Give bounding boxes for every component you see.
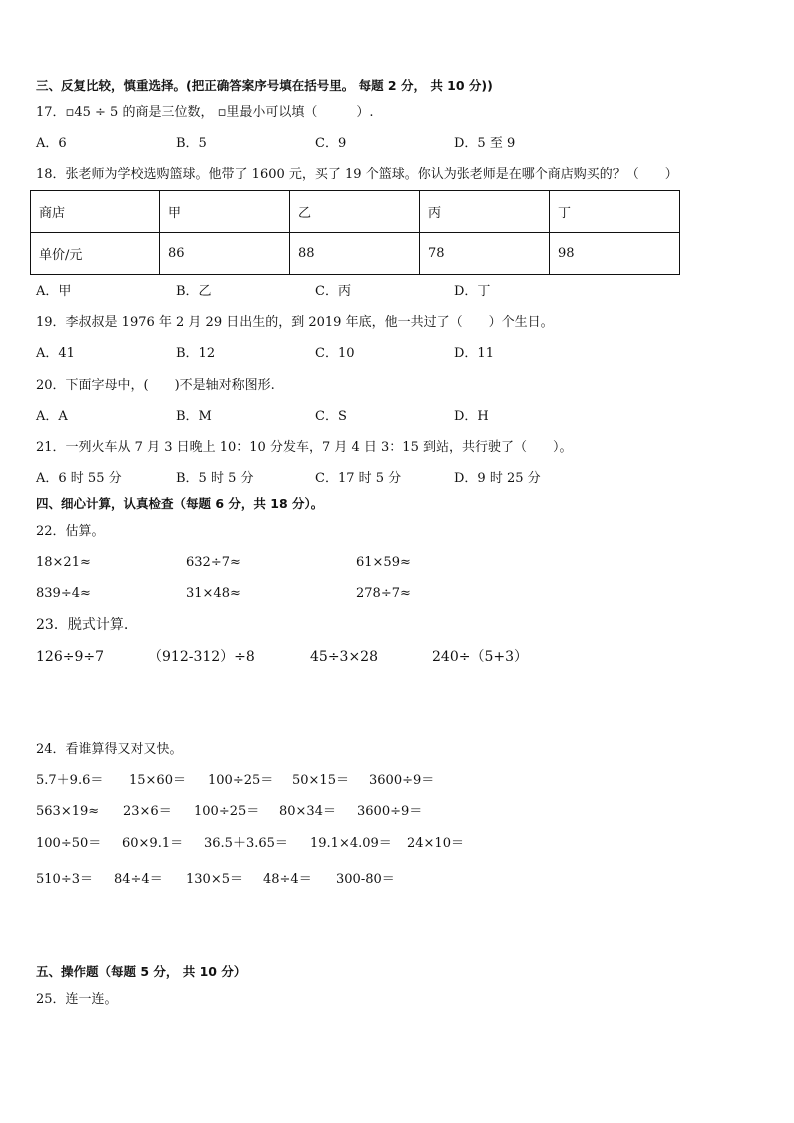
quick-calc-expr: 3600÷9＝ xyxy=(369,773,435,788)
quick-calc-expr: 48÷4＝ xyxy=(263,872,312,887)
section-4-header: 四、细心计算，认真检查（每题 6 分，共 18 分）。 xyxy=(36,496,324,511)
table-row xyxy=(31,191,680,233)
q20-option-c: C．S xyxy=(315,409,347,424)
q17-option-c: C．9 xyxy=(315,136,347,151)
q20-option-b: B．M xyxy=(176,409,212,424)
question-23-title: 23．脱式计算. xyxy=(36,617,129,633)
q17-option-b: B．5 xyxy=(176,136,207,151)
q19-option-a: A．41 xyxy=(36,346,75,361)
question-22-title: 22．估算。 xyxy=(36,524,105,539)
table-cell: 丁 xyxy=(550,191,680,233)
estimate-expr: 278÷7≈ xyxy=(356,586,411,601)
step-calc-expr: （912-312）÷8 xyxy=(148,649,255,665)
q19-option-d: D．11 xyxy=(454,346,494,361)
q18-option-c: C．丙 xyxy=(315,284,351,299)
q18-option-d: D．丁 xyxy=(454,284,491,299)
quick-calc-expr: 3600÷9＝ xyxy=(357,804,423,819)
question-19-text: 19．李叔叔是 1976 年 2 月 29 日出生的，到 2019 年底，他一共过了（ ）个生日。 xyxy=(36,315,554,330)
quick-calc-expr: 36.5＋3.65＝ xyxy=(204,836,288,851)
q21-option-d: D．9 时 25 分 xyxy=(454,471,541,486)
question-24-title: 24．看谁算得又对又快。 xyxy=(36,742,183,757)
shop-price-table xyxy=(30,190,680,275)
quick-calc-expr: 24×10＝ xyxy=(407,836,464,851)
quick-calc-expr: 19.1×4.09＝ xyxy=(310,836,392,851)
quick-calc-expr: 15×60＝ xyxy=(129,773,186,788)
quick-calc-expr: 300-80＝ xyxy=(336,872,395,887)
question-18-text: 18．张老师为学校选购篮球。他带了 1600 元，买了 19 个篮球。你认为张老师是在哪个商店购买的？（ ） xyxy=(36,167,678,182)
quick-calc-expr: 84÷4＝ xyxy=(114,872,163,887)
step-calc-expr: 240÷（5+3） xyxy=(432,649,528,665)
q18-option-b: B．乙 xyxy=(176,284,212,299)
quick-calc-expr: 100÷50＝ xyxy=(36,836,102,851)
quick-calc-expr: 100÷25＝ xyxy=(194,804,260,819)
table-cell: 86 xyxy=(160,233,290,275)
q19-option-c: C．10 xyxy=(315,346,355,361)
step-calc-expr: 126÷9÷7 xyxy=(36,649,104,665)
quick-calc-expr: 100÷25＝ xyxy=(208,773,274,788)
quick-calc-expr: 130×5＝ xyxy=(186,872,243,887)
q21-option-a: A．6 时 55 分 xyxy=(36,471,122,486)
question-17-text: 17．▫45 ÷ 5 的商是三位数， ▫里最小可以填（ ）. xyxy=(36,105,374,120)
quick-calc-expr: 60×9.1＝ xyxy=(122,836,184,851)
q18-option-a: A．甲 xyxy=(36,284,72,299)
estimate-expr: 632÷7≈ xyxy=(186,555,241,570)
table-cell: 丙 xyxy=(420,191,550,233)
quick-calc-expr: 5.7＋9.6＝ xyxy=(36,773,104,788)
question-21-text: 21．一列火车从 7 月 3 日晚上 10：10 分发车，7 月 4 日 3：15 到站，共行驶了（ ）。 xyxy=(36,440,573,455)
table-cell: 88 xyxy=(290,233,420,275)
table-cell: 78 xyxy=(420,233,550,275)
table-cell: 甲 xyxy=(160,191,290,233)
quick-calc-expr: 563×19≈ xyxy=(36,804,100,819)
step-calc-expr: 45÷3×28 xyxy=(310,649,378,665)
q21-option-b: B．5 时 5 分 xyxy=(176,471,254,486)
table-row xyxy=(31,233,680,275)
estimate-expr: 31×48≈ xyxy=(186,586,241,601)
q20-option-d: D．H xyxy=(454,409,489,424)
quick-calc-expr: 80×34＝ xyxy=(279,804,336,819)
question-20-text: 20．下面字母中，( )不是轴对称图形. xyxy=(36,378,275,393)
table-cell: 单价/元 xyxy=(31,233,160,275)
estimate-expr: 61×59≈ xyxy=(356,555,411,570)
estimate-expr: 839÷4≈ xyxy=(36,586,91,601)
section-5-header: 五、操作题（每题 5 分， 共 10 分） xyxy=(36,964,247,979)
quick-calc-expr: 23×6＝ xyxy=(123,804,172,819)
table-cell: 乙 xyxy=(290,191,420,233)
q17-option-d: D．5 至 9 xyxy=(454,136,516,151)
q17-option-a: A．6 xyxy=(36,136,67,151)
question-25-title: 25．连一连。 xyxy=(36,992,118,1007)
quick-calc-expr: 510÷3＝ xyxy=(36,872,93,887)
table-cell: 商店 xyxy=(31,191,160,233)
table-cell: 98 xyxy=(550,233,680,275)
quick-calc-expr: 50×15＝ xyxy=(292,773,349,788)
q21-option-c: C．17 时 5 分 xyxy=(315,471,402,486)
q20-option-a: A．A xyxy=(36,409,68,424)
section-3-header: 三、反复比较，慎重选择。(把正确答案序号填在括号里。 每题 2 分， 共 10 分)) xyxy=(36,78,493,93)
q19-option-b: B．12 xyxy=(176,346,216,361)
estimate-expr: 18×21≈ xyxy=(36,555,91,570)
